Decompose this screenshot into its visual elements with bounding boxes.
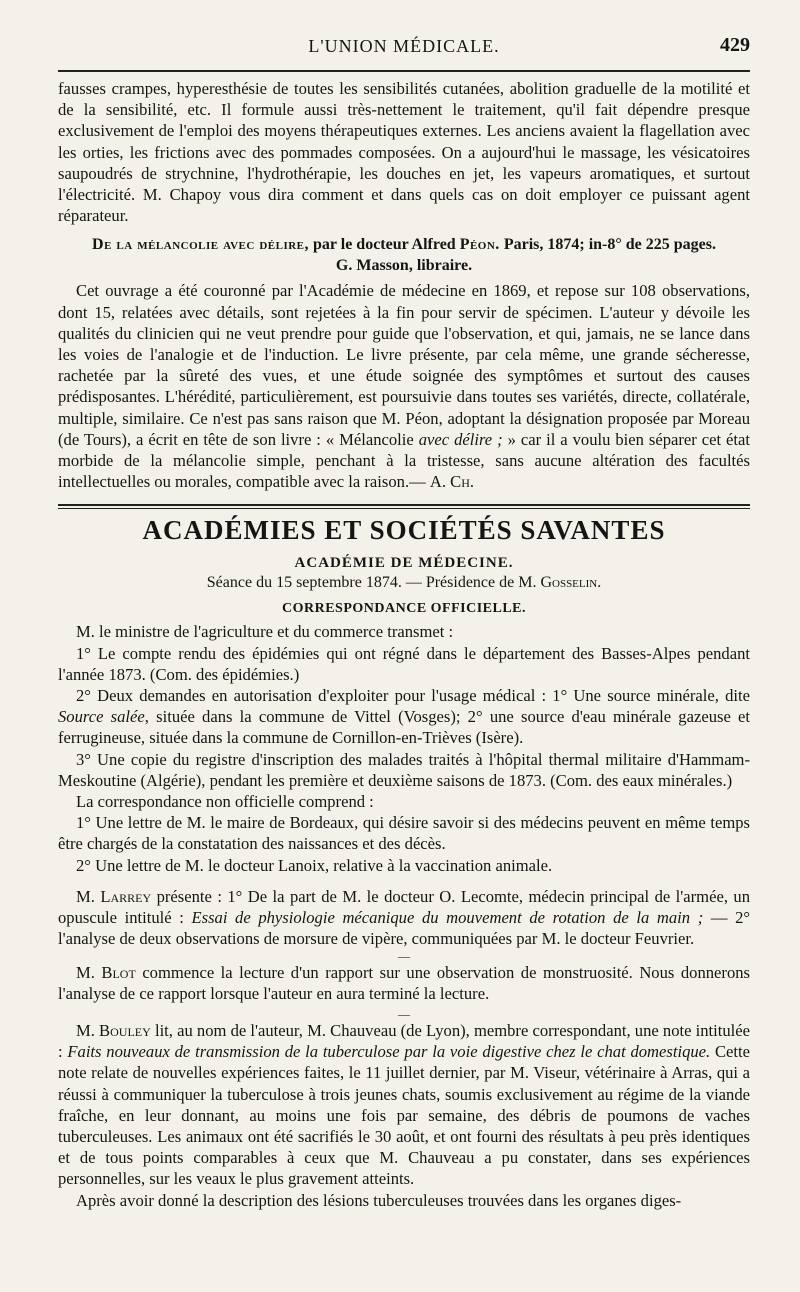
running-header (58, 30, 750, 64)
section-rule (58, 504, 750, 509)
correspondence-heading: CORRESPONDANCE OFFICIELLE. (281, 601, 527, 617)
blot-text: commence la lecture d'un rapport sur une observation de monstruosité. Nous donnerons l'analyse de ce rapport lorsque l'auteur en aura terminé la lecture. (58, 962, 750, 1003)
review-quote: avec délire ; (418, 429, 503, 449)
official-item-1: 1° Le compte rendu des épidémies qui ont régné dans le département des Basses-Alpes pendant l'année 1873. (Com. des épidémies.) (58, 643, 750, 684)
section-title: ACADÉMIES ET SOCIÉTÉS SAVANTES (142, 515, 666, 546)
larrey-name: M. Larrey (76, 886, 152, 906)
academy-heading: ACADÉMIE DE MÉDECINE. (294, 555, 514, 572)
review-author: Péon. (459, 236, 500, 254)
review-text-2: » car il a voulu bien séparer cet état morbide de la mélancolie simple, penchant à la tristesse, sans aucune altération des facultés intellectuelles ou morales, compatible avec la raison.— (58, 429, 750, 492)
bouley-text-a: lit, au nom de l'auteur, M. Chauveau (de Lyon), membre correspondant, une note intitulée : (58, 1020, 750, 1062)
larrey-text-a: présente : 1° De la part de M. le docteur O. Lecomte, médecin principal de l'armée, un opuscule intitulé : (58, 886, 750, 928)
bouley-name: M. Bouley (76, 1020, 151, 1040)
unofficial-item-2: 2° Une lettre de M. le docteur Lanoix, relative à la vaccination animale. (76, 855, 553, 875)
official-item-3: 3° Une copie du registre d'inscription des malades traités à l'hôpital thermal militaire d'Hammam-Meskoutine (Algérie), pendant les première et deuxième saisons de 1873. (Com. des eaux minérales.) (58, 749, 750, 790)
larrey-paragraph (58, 886, 750, 950)
review-signature: A. Ch. (429, 472, 475, 492)
item2-text-b: , située dans la commune de Vittel (Vosges); 2° une source d'eau minérale gazeuse et ferrugineuse, située dans la commune de Cornillon-en-Trièves (Isère). (58, 707, 750, 748)
paragraph-separator: — (398, 1006, 410, 1021)
session-president: Gosselin. (540, 574, 602, 592)
official-item-2 (58, 685, 750, 749)
review-body (58, 280, 750, 492)
bouley-text-b: Cette note relate de nouvelles expériences faites, le 11 juillet dernier, par M. Viseur, vétérinaire à Arras, qui a réussi à communiquer la tuberculose à trois jeunes chats, soumis exclusivement au régime de la viande fraîche, en leur donnant, au moins une fois par semaine, des débris de poumons de vaches tuberculeuses. Les animaux ont été sacrifiés le 30 août, et ont fourni des résultats à peu près identiques et de tous points comparables à ceux que M. Chauveau a pu constater, dans ses expériences personnelles, sur les veaux le plus gravement atteints. (58, 1042, 751, 1189)
continued-paragraph: fausses crampes, hyperesthésie de toutes les sensibilités cutanées, abolition graduelle de la motilité et de la sensibilité, etc. Il formule aussi très-nettement le traitement, qu'il fait dépendre presque exclusivement de l'emploi des moyens thérapeutiques externes. Les anciens avaient la flagellation avec les orties, les frictions avec des pommades composées. On a aujourd'hui le massage, les vésicatoires saupoudrés de strychnine, l'hydrothérapie, les douches en jet, les vapeurs aromatiques, et surtout l'électricité. M. Chapoy vous dira comment et dans quels cas on doit employer ce puissant agent réparateur. (58, 79, 750, 226)
blot-name: M. Blot (76, 962, 136, 982)
item2-text-a: 2° Deux demandes en autorisation d'exploiter pour l'usage médical : 1° Une source minérale, dite (76, 686, 750, 706)
unofficial-intro: La correspondance non officielle comprend : (76, 792, 374, 812)
header-rule (58, 70, 750, 72)
review-publication: Paris, 1874; in-8° de 225 pages. (499, 236, 716, 254)
review-byline: par le docteur Alfred (309, 236, 460, 254)
review-heading (58, 234, 750, 255)
bouley-paragraph (58, 1020, 750, 1190)
larrey-text-b: — 2° l'analyse de deux observations de morsure de vipère, communiquées par M. le docteur Feuvrier. (58, 908, 750, 949)
page-number: 429 (720, 34, 750, 56)
item2-italic: Source salée (58, 707, 145, 727)
official-intro: M. le ministre de l'agriculture et du commerce transmet : (76, 622, 454, 642)
review-publisher: G. Masson, libraire. (335, 257, 473, 275)
blot-paragraph (58, 962, 750, 1004)
review-title: De la mélancolie avec délire, (92, 236, 310, 254)
larrey-italic: Essai de physiologie mécanique du mouvement de rotation de la main ; (191, 908, 704, 928)
journal-title: L'UNION MÉDICALE. (308, 36, 500, 56)
review-text-1: Cet ouvrage a été couronné par l'Académie de médecine en 1869, et repose sur 108 observations, dont 15, relatées avec détails, sont rejetées à la fin pour servir de spécimen. L'auteur y dévoile les qualités du clinicien qui ne veut prendre pour guide que l'observation, et qui, jamais, ne se lance dans les voies de l'analogie et de l'induction. Le livre présente, par cela même, une grande sécheresse, rachetée par la sûreté des vues, et une étude soignée des symptômes et surtout des causes prédisposantes. L'hérédité, particulièrement, est poursuivie dans toutes ses variétés, directe, collatérale, multiple, similaire. Ce n'est pas sans raison que M. Péon, adoptant la désignation proposée par Moreau (de Tours), a écrit en tête de son livre : « Mélancolie (58, 281, 750, 449)
session-line (58, 573, 750, 593)
paragraph-separator: — (398, 948, 410, 963)
bouley-italic: Faits nouveaux de transmission de la tuberculose par la voie digestive chez le chat domestique. (67, 1042, 711, 1062)
spacer (58, 876, 750, 886)
session-date: Séance du 15 septembre 1874. — Présidence de M. (206, 574, 541, 592)
final-line: Après avoir donné la description des lésions tuberculeuses trouvées dans les organes diges- (76, 1190, 682, 1210)
unofficial-item-1: 1° Une lettre de M. le maire de Bordeaux, qui désire savoir si des médecins peuvent en même temps être chargés de la constatation des naissances et des décès. (58, 813, 750, 854)
